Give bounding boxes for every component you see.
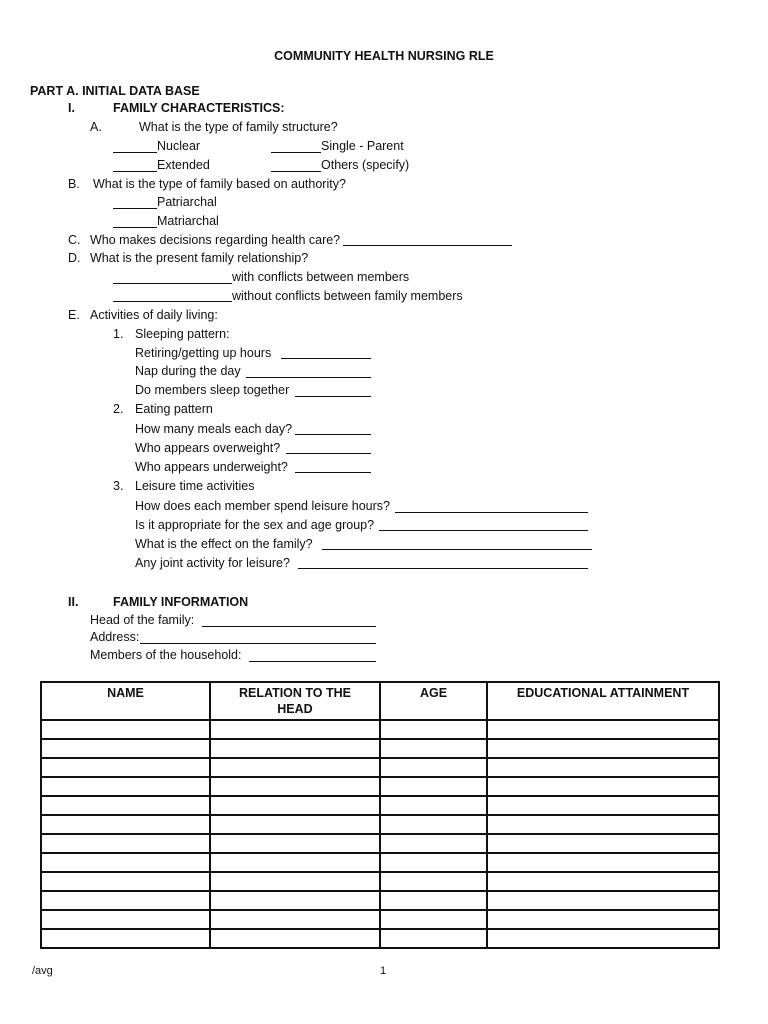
relation-cell[interactable]: [210, 720, 380, 739]
underweight-field[interactable]: [295, 472, 371, 473]
name-cell[interactable]: [41, 739, 210, 758]
education-cell[interactable]: [487, 891, 719, 910]
question-a-label: A.: [90, 120, 102, 134]
address-field[interactable]: [140, 643, 376, 644]
age-cell[interactable]: [380, 758, 487, 777]
name-cell[interactable]: [41, 777, 210, 796]
table-row: [41, 796, 719, 815]
age-cell[interactable]: [380, 872, 487, 891]
table-header-row: [41, 682, 719, 720]
head-of-family-label: Head of the family:: [90, 613, 195, 627]
address-label: Address:: [90, 630, 140, 644]
name-cell[interactable]: [41, 758, 210, 777]
table-row: [41, 834, 719, 853]
option-nuclear: Nuclear: [157, 139, 201, 153]
part-a-heading: PART A. INITIAL DATA BASE: [30, 84, 200, 98]
sub2-number: 2.: [113, 402, 124, 416]
overweight-field[interactable]: [286, 453, 371, 454]
name-cell[interactable]: [41, 891, 210, 910]
relation-cell[interactable]: [210, 758, 380, 777]
education-cell[interactable]: [487, 929, 719, 948]
education-cell[interactable]: [487, 834, 719, 853]
sleep-item-together: Do members sleep together: [135, 383, 290, 397]
matriarchal-blank[interactable]: [113, 227, 157, 228]
joint-activity-field[interactable]: [298, 568, 588, 569]
column-header-name: NAME: [41, 682, 210, 720]
footer-initials: /avg: [32, 965, 53, 977]
nap-field[interactable]: [246, 377, 371, 378]
others-blank[interactable]: [271, 171, 321, 172]
sub3-title: Leisure time activities: [135, 479, 255, 493]
leisure-item-effect: What is the effect on the family?: [135, 537, 313, 551]
age-cell[interactable]: [380, 891, 487, 910]
leisure-item-appropriate: Is it appropriate for the sex and age group?: [135, 518, 375, 532]
without-conflicts-blank[interactable]: [113, 301, 232, 302]
table-row: [41, 891, 719, 910]
relation-cell[interactable]: [210, 929, 380, 948]
question-d-label: D.: [68, 251, 81, 265]
education-cell[interactable]: [487, 853, 719, 872]
name-cell[interactable]: [41, 853, 210, 872]
age-cell[interactable]: [380, 815, 487, 834]
name-cell[interactable]: [41, 815, 210, 834]
eat-item-meals: How many meals each day?: [135, 422, 293, 436]
meals-field[interactable]: [295, 434, 371, 435]
education-cell[interactable]: [487, 910, 719, 929]
table-row: [41, 739, 719, 758]
education-cell[interactable]: [487, 739, 719, 758]
name-cell[interactable]: [41, 872, 210, 891]
decision-maker-field[interactable]: [343, 245, 512, 246]
column-header-education: EDUCATIONAL ATTAINMENT: [487, 682, 719, 720]
question-d-text: What is the present family relationship?: [90, 251, 309, 265]
sub1-title: Sleeping pattern:: [135, 327, 230, 341]
age-cell[interactable]: [380, 720, 487, 739]
question-e-label: E.: [68, 308, 80, 322]
table-row: [41, 777, 719, 796]
sub3-number: 3.: [113, 479, 124, 493]
relation-cell[interactable]: [210, 891, 380, 910]
nuclear-blank[interactable]: [113, 152, 157, 153]
retiring-field[interactable]: [281, 358, 371, 359]
eat-item-overweight: Who appears overweight?: [135, 441, 281, 455]
relation-cell[interactable]: [210, 739, 380, 758]
page-title: COMMUNITY HEALTH NURSING RLE: [274, 49, 494, 63]
relation-cell[interactable]: [210, 777, 380, 796]
option-without-conflicts: without conflicts between family members: [232, 289, 463, 303]
education-cell[interactable]: [487, 796, 719, 815]
sleep-together-field[interactable]: [295, 396, 371, 397]
household-members-table: [40, 681, 720, 949]
household-members-label: Members of the household:: [90, 648, 242, 662]
table-row: [41, 720, 719, 739]
single-parent-blank[interactable]: [271, 152, 321, 153]
relation-cell[interactable]: [210, 815, 380, 834]
leisure-item-joint: Any joint activity for leisure?: [135, 556, 290, 570]
page-number: 1: [380, 965, 387, 977]
section2-heading: FAMILY INFORMATION: [113, 595, 249, 609]
name-cell[interactable]: [41, 929, 210, 948]
leisure-hours-field[interactable]: [395, 512, 588, 513]
table-row: [41, 872, 719, 891]
option-others: Others (specify): [321, 158, 410, 172]
question-b-text: What is the type of family based on authority?: [93, 177, 346, 191]
eat-item-underweight: Who appears underweight?: [135, 460, 288, 474]
sleep-item-nap: Nap during the day: [135, 364, 241, 378]
option-patriarchal: Patriarchal: [157, 195, 217, 209]
question-a-text: What is the type of family structure?: [139, 120, 338, 134]
section2-number: II.: [68, 595, 79, 609]
effect-field[interactable]: [322, 549, 592, 550]
extended-blank[interactable]: [113, 171, 157, 172]
option-matriarchal: Matriarchal: [157, 214, 219, 228]
column-header-age: AGE: [380, 682, 487, 720]
question-b-label: B.: [68, 177, 80, 191]
appropriate-field[interactable]: [379, 530, 588, 531]
education-cell[interactable]: [487, 720, 719, 739]
section1-heading: FAMILY CHARACTERISTICS:: [113, 101, 285, 115]
age-cell[interactable]: [380, 910, 487, 929]
relation-cell[interactable]: [210, 853, 380, 872]
household-members-field[interactable]: [249, 661, 376, 662]
head-of-family-field[interactable]: [202, 626, 376, 627]
section1-number: I.: [68, 101, 75, 115]
question-e-text: Activities of daily living:: [90, 308, 218, 322]
name-cell[interactable]: [41, 720, 210, 739]
relation-cell[interactable]: [210, 872, 380, 891]
option-with-conflicts: with conflicts between members: [232, 270, 410, 284]
table-row: [41, 910, 719, 929]
relation-cell[interactable]: [210, 910, 380, 929]
name-cell[interactable]: [41, 796, 210, 815]
age-cell[interactable]: [380, 739, 487, 758]
education-cell[interactable]: [487, 777, 719, 796]
education-cell[interactable]: [487, 758, 719, 777]
table-row: [41, 758, 719, 777]
sleep-item-retiring: Retiring/getting up hours: [135, 346, 272, 360]
name-cell[interactable]: [41, 910, 210, 929]
sub2-title: Eating pattern: [135, 402, 213, 416]
education-cell[interactable]: [487, 815, 719, 834]
relation-cell[interactable]: [210, 796, 380, 815]
table-row: [41, 929, 719, 948]
name-cell[interactable]: [41, 834, 210, 853]
age-cell[interactable]: [380, 834, 487, 853]
age-cell[interactable]: [380, 853, 487, 872]
with-conflicts-blank[interactable]: [113, 283, 232, 284]
relation-cell[interactable]: [210, 834, 380, 853]
question-c-text: Who makes decisions regarding health care?: [90, 233, 341, 247]
table-row: [41, 815, 719, 834]
education-cell[interactable]: [487, 872, 719, 891]
option-single-parent: Single - Parent: [321, 139, 404, 153]
leisure-item-hours: How does each member spend leisure hours?: [135, 499, 390, 513]
option-extended: Extended: [157, 158, 210, 172]
table-row: [41, 853, 719, 872]
age-cell[interactable]: [380, 796, 487, 815]
column-header-relation: RELATION TO THE HEAD: [210, 682, 380, 720]
age-cell[interactable]: [380, 777, 487, 796]
patriarchal-blank[interactable]: [113, 208, 157, 209]
age-cell[interactable]: [380, 929, 487, 948]
sub1-number: 1.: [113, 327, 124, 341]
question-c-label: C.: [68, 233, 81, 247]
